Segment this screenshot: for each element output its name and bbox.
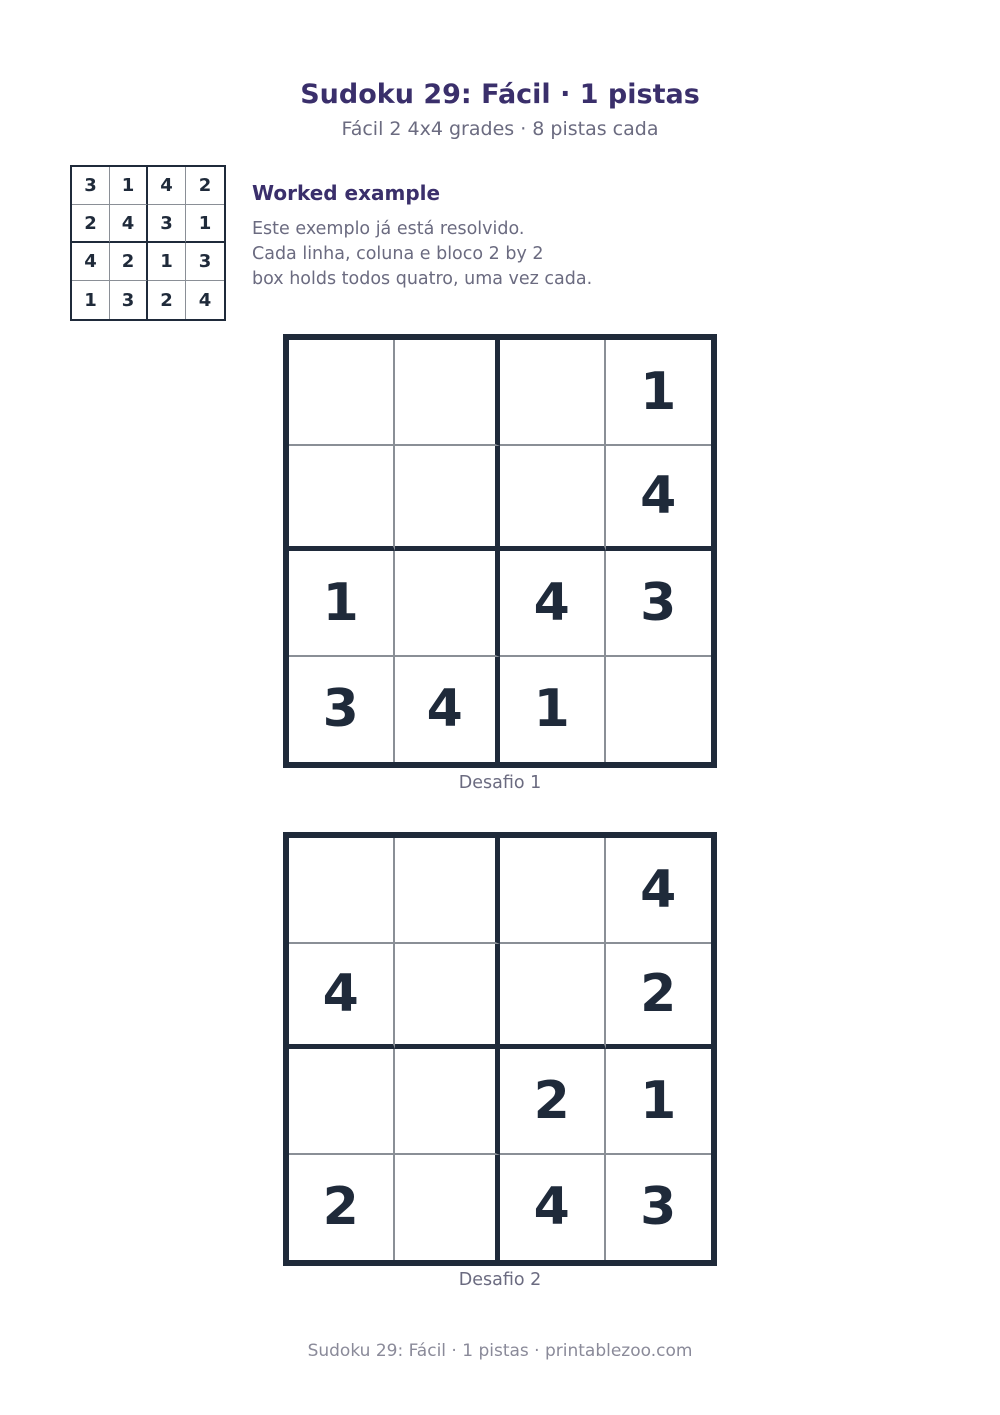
example-cell: 1 bbox=[148, 243, 186, 281]
sudoku-cell[interactable] bbox=[395, 944, 501, 1050]
sudoku-cell[interactable] bbox=[395, 551, 501, 657]
example-cell: 3 bbox=[186, 243, 224, 281]
example-cell: 2 bbox=[110, 243, 148, 281]
sudoku-cell: 2 bbox=[289, 1155, 395, 1261]
sudoku-cell: 4 bbox=[500, 551, 606, 657]
sudoku-cell: 3 bbox=[289, 657, 395, 763]
example-cell: 3 bbox=[110, 281, 148, 319]
worked-example-grid bbox=[70, 165, 226, 321]
puzzle-caption-1: Desafio 1 bbox=[458, 773, 542, 793]
worked-example-line: Este exemplo já está resolvido. bbox=[252, 219, 525, 239]
sudoku-cell[interactable] bbox=[395, 446, 501, 552]
worked-example-line: Cada linha, coluna e bloco 2 by 2 bbox=[252, 244, 544, 264]
sudoku-cell[interactable] bbox=[289, 1049, 395, 1155]
example-cell: 4 bbox=[148, 167, 186, 205]
sudoku-cell[interactable] bbox=[500, 340, 606, 446]
worked-example-text bbox=[252, 217, 592, 292]
example-cell: 4 bbox=[72, 243, 110, 281]
sudoku-cell: 2 bbox=[606, 944, 712, 1050]
example-cell: 2 bbox=[186, 167, 224, 205]
sudoku-cell[interactable] bbox=[395, 340, 501, 446]
sudoku-cell[interactable] bbox=[395, 838, 501, 944]
sudoku-cell: 3 bbox=[606, 551, 712, 657]
puzzle-caption-2: Desafio 2 bbox=[458, 1270, 542, 1290]
sudoku-cell: 2 bbox=[500, 1049, 606, 1155]
worked-example-heading: Worked example bbox=[252, 181, 441, 205]
sudoku-cell: 4 bbox=[500, 1155, 606, 1261]
sudoku-cell: 1 bbox=[606, 340, 712, 446]
page-title: Sudoku 29: Fácil · 1 pistas bbox=[300, 79, 700, 110]
example-cell: 2 bbox=[148, 281, 186, 319]
sudoku-cell: 1 bbox=[606, 1049, 712, 1155]
sudoku-cell: 4 bbox=[606, 446, 712, 552]
sudoku-cell[interactable] bbox=[500, 944, 606, 1050]
page-footer: Sudoku 29: Fácil · 1 pistas · printablezoo.com bbox=[307, 1341, 693, 1361]
worked-example-line: box holds todos quatro, uma vez cada. bbox=[252, 269, 593, 289]
example-cell: 1 bbox=[72, 281, 110, 319]
page-subtitle: Fácil 2 4x4 grades · 8 pistas cada bbox=[341, 118, 659, 140]
sudoku-cell: 3 bbox=[640, 1177, 677, 1238]
example-cell: 1 bbox=[186, 205, 224, 243]
puzzle-grid-1 bbox=[283, 334, 717, 768]
sudoku-cell: 1 bbox=[289, 551, 395, 657]
sudoku-cell: 4 bbox=[606, 838, 712, 944]
sudoku-cell[interactable] bbox=[289, 340, 395, 446]
example-cell: 3 bbox=[72, 167, 110, 205]
sudoku-cell: 4 bbox=[289, 944, 395, 1050]
example-cell: 3 bbox=[148, 205, 186, 243]
sudoku-cell: 4 bbox=[395, 657, 501, 763]
example-cell: 1 bbox=[110, 167, 148, 205]
sudoku-cell[interactable] bbox=[500, 838, 606, 944]
sudoku-cell[interactable] bbox=[500, 446, 606, 552]
sudoku-cell[interactable] bbox=[606, 657, 712, 763]
sudoku-cell[interactable] bbox=[395, 1049, 501, 1155]
sudoku-cell[interactable] bbox=[289, 446, 395, 552]
example-cell: 2 bbox=[72, 205, 110, 243]
example-cell: 4 bbox=[110, 205, 148, 243]
sudoku-cell[interactable] bbox=[289, 838, 395, 944]
puzzle-grid-2 bbox=[283, 832, 717, 1266]
sudoku-cell[interactable] bbox=[395, 1155, 501, 1261]
sudoku-cell: 1 bbox=[500, 657, 606, 763]
example-cell: 4 bbox=[198, 289, 212, 311]
